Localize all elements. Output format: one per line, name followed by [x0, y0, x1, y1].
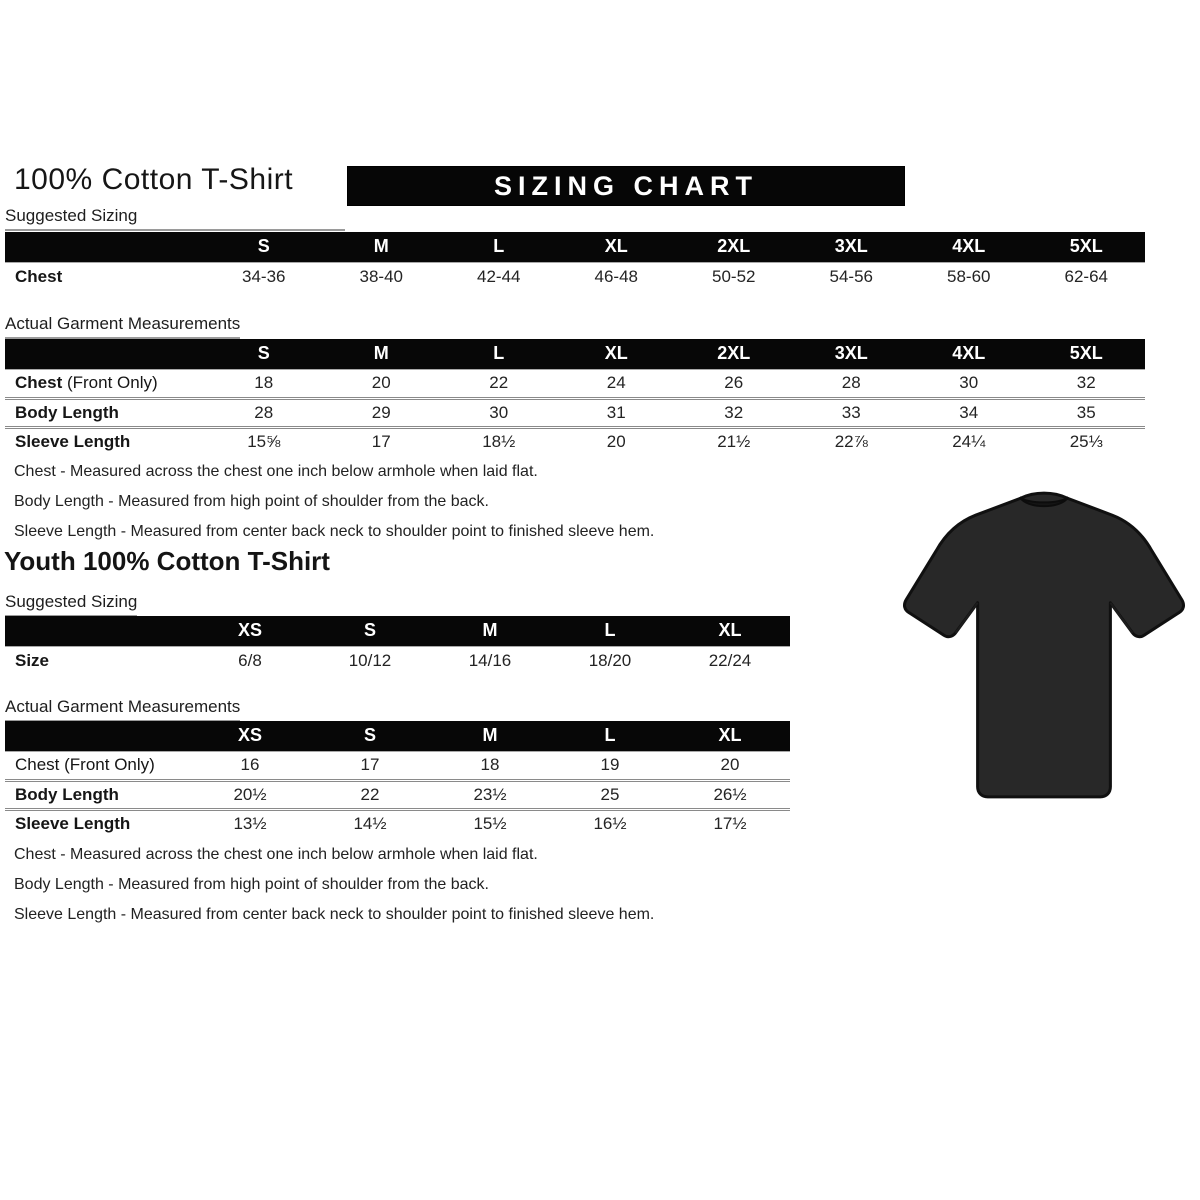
measurement-row — [5, 427, 1145, 456]
measurement-cell: 54-56 — [829, 266, 873, 286]
note-chest: Chest - Measured across the chest one inch below armhole when laid flat. — [14, 463, 538, 480]
row-label: Body Length — [15, 784, 119, 804]
size-column-header: XS — [190, 616, 310, 646]
measurement-cell: 15⅝ — [247, 432, 281, 452]
youth-actual-measurements-label: Actual Garment Measurements — [5, 697, 240, 722]
size-column-header: XL — [558, 339, 676, 369]
row-label: Sleeve Length — [15, 814, 131, 834]
measurement-cell: 20 — [720, 755, 740, 774]
size-column-header: M — [323, 232, 441, 262]
size-column-header: XL — [670, 721, 790, 751]
measurement-cell: 20 — [371, 373, 391, 392]
size-column-header: XS — [190, 721, 310, 751]
measurement-cell: 17 — [371, 432, 391, 452]
size-column-header: 2XL — [675, 339, 793, 369]
size-header-row — [5, 721, 790, 751]
size-column-header: 2XL — [675, 232, 793, 262]
youth-actual-measurements-table — [5, 721, 790, 838]
size-column-header: L — [550, 616, 670, 646]
row-label: Body Length — [15, 402, 119, 422]
row-label: Sleeve Length — [15, 432, 131, 452]
measurement-cell: 18½ — [482, 432, 516, 452]
header-corner-cell — [5, 232, 205, 262]
measurement-row — [5, 369, 1145, 398]
note-chest: Chest - Measured across the chest one inch below armhole when laid flat. — [14, 846, 538, 863]
size-column-header: 4XL — [910, 339, 1028, 369]
measurement-cell: 18 — [254, 373, 274, 392]
size-column-header: S — [205, 339, 323, 369]
black-tshirt-image — [893, 477, 1195, 819]
measurement-cell: 18 — [480, 755, 500, 774]
size-column-header: M — [323, 339, 441, 369]
size-column-header: S — [310, 721, 430, 751]
measurement-cell: 46-48 — [594, 266, 638, 286]
size-header-row — [5, 339, 1145, 369]
measurement-cell: 19 — [600, 755, 620, 774]
measurement-cell: 34 — [959, 402, 979, 422]
note-sleeve-length: Sleeve Length - Measured from center back neck to shoulder point to finished sleeve hem. — [14, 523, 655, 540]
measurement-row — [5, 398, 1145, 427]
size-column-header: M — [430, 721, 550, 751]
size-column-header: 3XL — [793, 339, 911, 369]
size-column-header: S — [205, 232, 323, 262]
size-column-header: M — [430, 616, 550, 646]
measurement-cell: 26 — [724, 373, 744, 392]
tshirt-icon — [893, 477, 1195, 819]
size-column-header: XL — [558, 232, 676, 262]
measurement-row — [5, 262, 1145, 291]
measurement-cell: 17½ — [713, 814, 747, 834]
measurement-cell: 28 — [254, 402, 274, 422]
measurement-cell: 20 — [606, 432, 626, 452]
measurement-cell: 26½ — [713, 784, 747, 804]
measurement-cell: 22 — [489, 373, 509, 392]
measurement-cell: 38-40 — [359, 266, 403, 286]
measurement-cell: 13½ — [233, 814, 267, 834]
measurement-cell: 32 — [1076, 373, 1096, 392]
size-column-header: 5XL — [1028, 339, 1146, 369]
measurement-cell: 32 — [724, 402, 744, 422]
measurement-cell: 33 — [841, 402, 861, 422]
measurement-cell: 22⅞ — [834, 432, 868, 452]
sizing-chart-banner: SIZING CHART — [347, 166, 905, 206]
size-column-header: L — [440, 232, 558, 262]
adult-actual-measurements-label: Actual Garment Measurements — [5, 314, 240, 339]
row-label: Chest (Front Only) — [15, 373, 158, 392]
measurement-row — [5, 780, 790, 809]
note-body-length: Body Length - Measured from high point of shoulder from the back. — [14, 876, 489, 893]
measurement-cell: 17 — [360, 755, 380, 774]
measurement-cell: 34-36 — [242, 266, 286, 286]
header-corner-cell — [5, 616, 190, 646]
measurement-cell: 16½ — [593, 814, 627, 834]
youth-suggested-sizing-label: Suggested Sizing — [5, 592, 137, 617]
measurement-cell: 22/24 — [708, 650, 752, 670]
size-column-header: S — [310, 616, 430, 646]
measurement-cell: 18/20 — [588, 650, 632, 670]
header-corner-cell — [5, 339, 205, 369]
measurement-cell: 30 — [959, 373, 979, 392]
note-body-length: Body Length - Measured from high point of shoulder from the back. — [14, 493, 489, 510]
measurement-cell: 25 — [600, 784, 620, 804]
row-label: Chest — [15, 266, 63, 286]
measurement-cell: 25⅓ — [1069, 432, 1103, 452]
measurement-cell: 42-44 — [477, 266, 521, 286]
measurement-cell: 29 — [371, 402, 391, 422]
size-column-header: XL — [670, 616, 790, 646]
adult-suggested-sizing-label: Suggested Sizing — [5, 206, 345, 231]
measurement-cell: 28 — [841, 373, 861, 392]
measurement-cell: 31 — [606, 402, 626, 422]
size-column-header: 3XL — [793, 232, 911, 262]
measurement-cell: 10/12 — [348, 650, 392, 670]
size-column-header: L — [440, 339, 558, 369]
note-sleeve-length: Sleeve Length - Measured from center back neck to shoulder point to finished sleeve hem. — [14, 906, 655, 923]
measurement-cell: 22 — [360, 784, 380, 804]
youth-measurement-notes — [14, 842, 654, 932]
adult-measurement-notes — [14, 459, 654, 549]
page-title: 100% Cotton T-Shirt — [14, 163, 294, 196]
measurement-cell: 35 — [1076, 402, 1096, 422]
measurement-cell: 15½ — [473, 814, 507, 834]
header-corner-cell — [5, 721, 190, 751]
youth-suggested-sizing-table — [5, 616, 790, 675]
measurement-cell: 14/16 — [468, 650, 512, 670]
measurement-cell: 6/8 — [238, 650, 262, 670]
measurement-cell: 62-64 — [1064, 266, 1108, 286]
size-column-header: L — [550, 721, 670, 751]
measurement-cell: 20½ — [233, 784, 267, 804]
measurement-cell: 50-52 — [712, 266, 756, 286]
measurement-cell: 58-60 — [947, 266, 991, 286]
row-label: Chest (Front Only) — [15, 755, 155, 774]
measurement-cell: 16 — [240, 755, 260, 774]
measurement-cell: 30 — [489, 402, 509, 422]
adult-suggested-sizing-table — [5, 232, 1145, 291]
measurement-cell: 23½ — [473, 784, 507, 804]
measurement-cell: 14½ — [353, 814, 387, 834]
measurement-cell: 24 — [606, 373, 626, 392]
measurement-row — [5, 751, 790, 780]
size-header-row — [5, 616, 790, 646]
adult-actual-measurements-table — [5, 339, 1145, 456]
youth-section-title: Youth 100% Cotton T-Shirt — [4, 546, 330, 576]
measurement-row — [5, 809, 790, 838]
measurement-cell: 24¼ — [952, 432, 986, 452]
size-column-header: 4XL — [910, 232, 1028, 262]
measurement-cell: 21½ — [717, 432, 751, 452]
size-column-header: 5XL — [1028, 232, 1146, 262]
row-label: Size — [15, 650, 50, 670]
size-header-row — [5, 232, 1145, 262]
measurement-row — [5, 646, 790, 675]
